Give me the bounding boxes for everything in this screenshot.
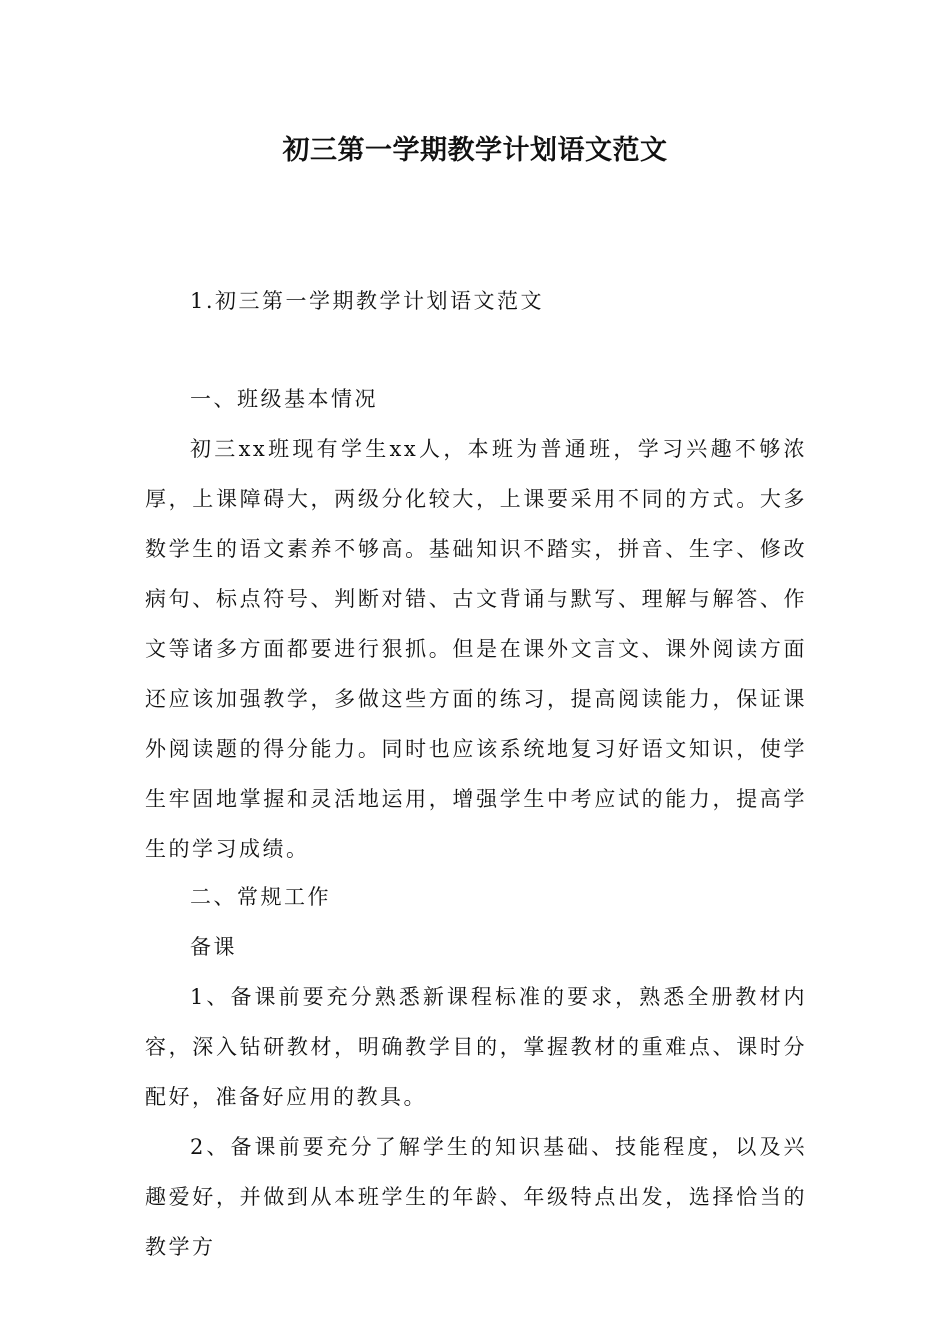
section-heading-routine-work: 二、常规工作 <box>190 885 331 909</box>
document-title: 初三第一学期教学计划语文范文 <box>282 135 668 166</box>
section-heading-class-situation: 一、班级基本情况 <box>190 387 378 411</box>
subheading-lesson-prep: 备课 <box>190 935 237 959</box>
list-item-prep-2: 2、备课前要充分了解学生的知识基础、技能程度，以及兴趣爱好，并做到从本班学生的年龄、年级特点出发，选择恰当的教学方 <box>145 1135 807 1259</box>
paragraph-class-situation: 初三xx班现有学生xx人，本班为普通班，学习兴趣不够浓厚，上课障碍大，两级分化较大，上课要采用不同的方式。大多数学生的语文素养不够高。基础知识不踏实，拼音、生字、修改病句、标点符号、判断对错、古文背诵与默写、理解与解答、作文等诸多方面都要进行狠抓。但是在课外文言文、课外阅读方面还应该加强教学，多做这些方面的练习，提高阅读能力，保证课外阅读题的得分能力。同时也应该系统地复习好语文知识，使学生牢固地掌握和灵活地运用，增强学生中考应试的能力，提高学生的学习成绩。 <box>145 437 807 861</box>
list-item-prep-1: 1、备课前要充分熟悉新课程标准的要求，熟悉全册教材内容，深入钻研教材，明确教学目的，掌握教材的重难点、课时分配好，准备好应用的教具。 <box>145 985 807 1109</box>
document-subtitle: 1.初三第一学期教学计划语文范文 <box>190 289 545 313</box>
